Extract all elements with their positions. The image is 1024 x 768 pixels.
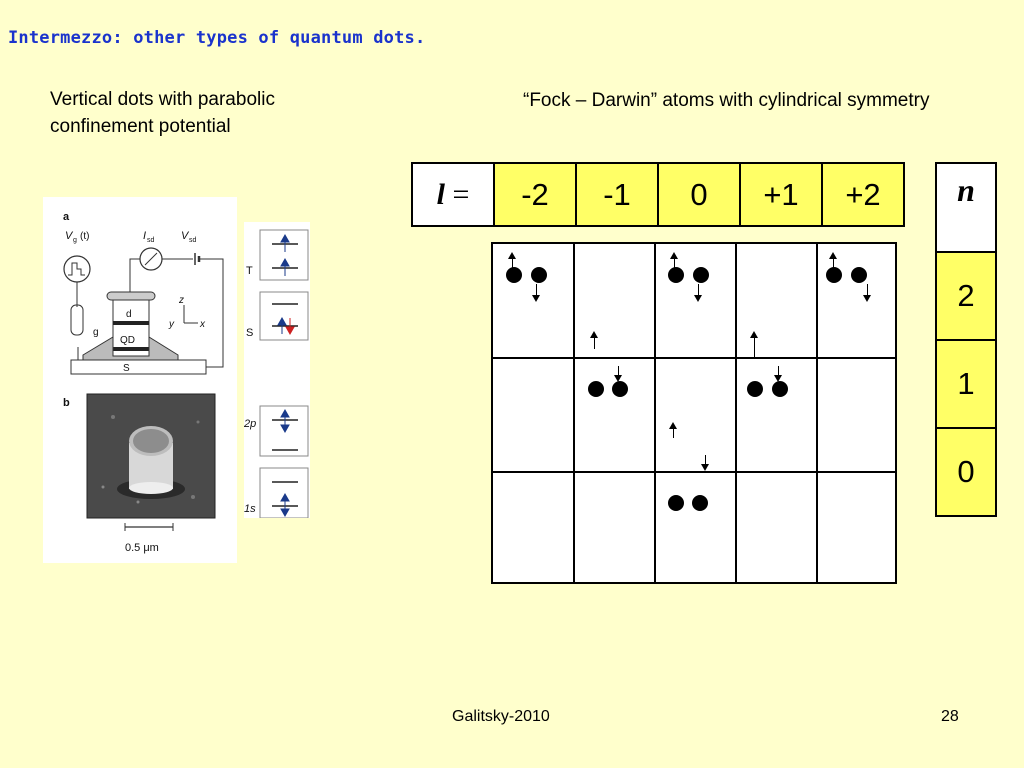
panel-a-label: a (63, 211, 70, 223)
electron-dot (693, 267, 709, 283)
2p-label: 2p (244, 418, 257, 430)
vertical-dot-figure (43, 197, 237, 563)
source-label: S (123, 363, 130, 374)
vg-subscript: g (73, 237, 77, 244)
slide-title: Intermezzo: other types of quantum dots. (8, 28, 426, 48)
electron-dot (851, 267, 867, 283)
energy-level-diagrams (244, 222, 310, 518)
l-quantum-number-row (411, 162, 905, 227)
vsd-label: V (181, 230, 189, 242)
vsd-subscript: sd (189, 237, 197, 244)
l-symbol: l (436, 177, 445, 211)
electron-dot (668, 495, 684, 511)
grid-line (735, 244, 737, 582)
device-schematic (43, 197, 237, 563)
l-header-cell (412, 163, 494, 226)
grid-line (493, 471, 895, 473)
isd-label: I (143, 230, 147, 242)
fock-darwin-caption: “Fock – Darwin” atoms with cylindrical symmetry (523, 90, 930, 111)
grid-line (654, 244, 656, 582)
electron-dot (506, 267, 522, 283)
grid-line (573, 244, 575, 582)
electron-dot (826, 267, 842, 283)
electron-dot (531, 267, 547, 283)
gate-label: g (93, 327, 99, 338)
l-value-cell: 0 (658, 163, 740, 226)
grid-line (816, 244, 818, 582)
electron-dot (772, 381, 788, 397)
electron-dot (612, 381, 628, 397)
pulse-icon (68, 263, 85, 275)
1s-label: 1s (244, 503, 256, 515)
x-axis-label: x (200, 319, 205, 330)
electron-dot (588, 381, 604, 397)
isd-subscript: sd (147, 237, 155, 244)
n-quantum-number-column (935, 162, 997, 517)
singlet-label: S (246, 327, 254, 339)
n-value-cell: 0 (936, 428, 996, 516)
electron-dot (747, 381, 763, 397)
scale-label: 0.5 μm (125, 542, 159, 554)
footer-author: Galitsky-2010 (452, 708, 550, 725)
z-axis-label: z (179, 295, 184, 306)
panel-b-label: b (63, 397, 70, 409)
page-number: 28 (941, 708, 959, 725)
electron-dot (692, 495, 708, 511)
drain-label: d (126, 309, 132, 320)
vertical-dots-caption: Vertical dots with parabolic confinement potential (50, 89, 275, 137)
l-value-cell: +2 (822, 163, 904, 226)
triplet-label: T (246, 265, 253, 277)
n-value-cell: 2 (936, 252, 996, 340)
qd-label: QD (120, 335, 135, 346)
vg-label: V (65, 230, 73, 242)
vg-time: (t) (80, 231, 90, 242)
grid-line (493, 357, 895, 359)
l-value-cell: -1 (576, 163, 658, 226)
y-axis-label: y (169, 319, 174, 330)
n-value-cell: 1 (936, 340, 996, 428)
level-diagrams (244, 222, 310, 518)
l-value-cell: -2 (494, 163, 576, 226)
electron-dot (668, 267, 684, 283)
n-header-cell: n (936, 163, 996, 252)
shell-filling-grid (491, 242, 897, 584)
l-equals: = (444, 177, 470, 211)
l-value-cell: +1 (740, 163, 822, 226)
